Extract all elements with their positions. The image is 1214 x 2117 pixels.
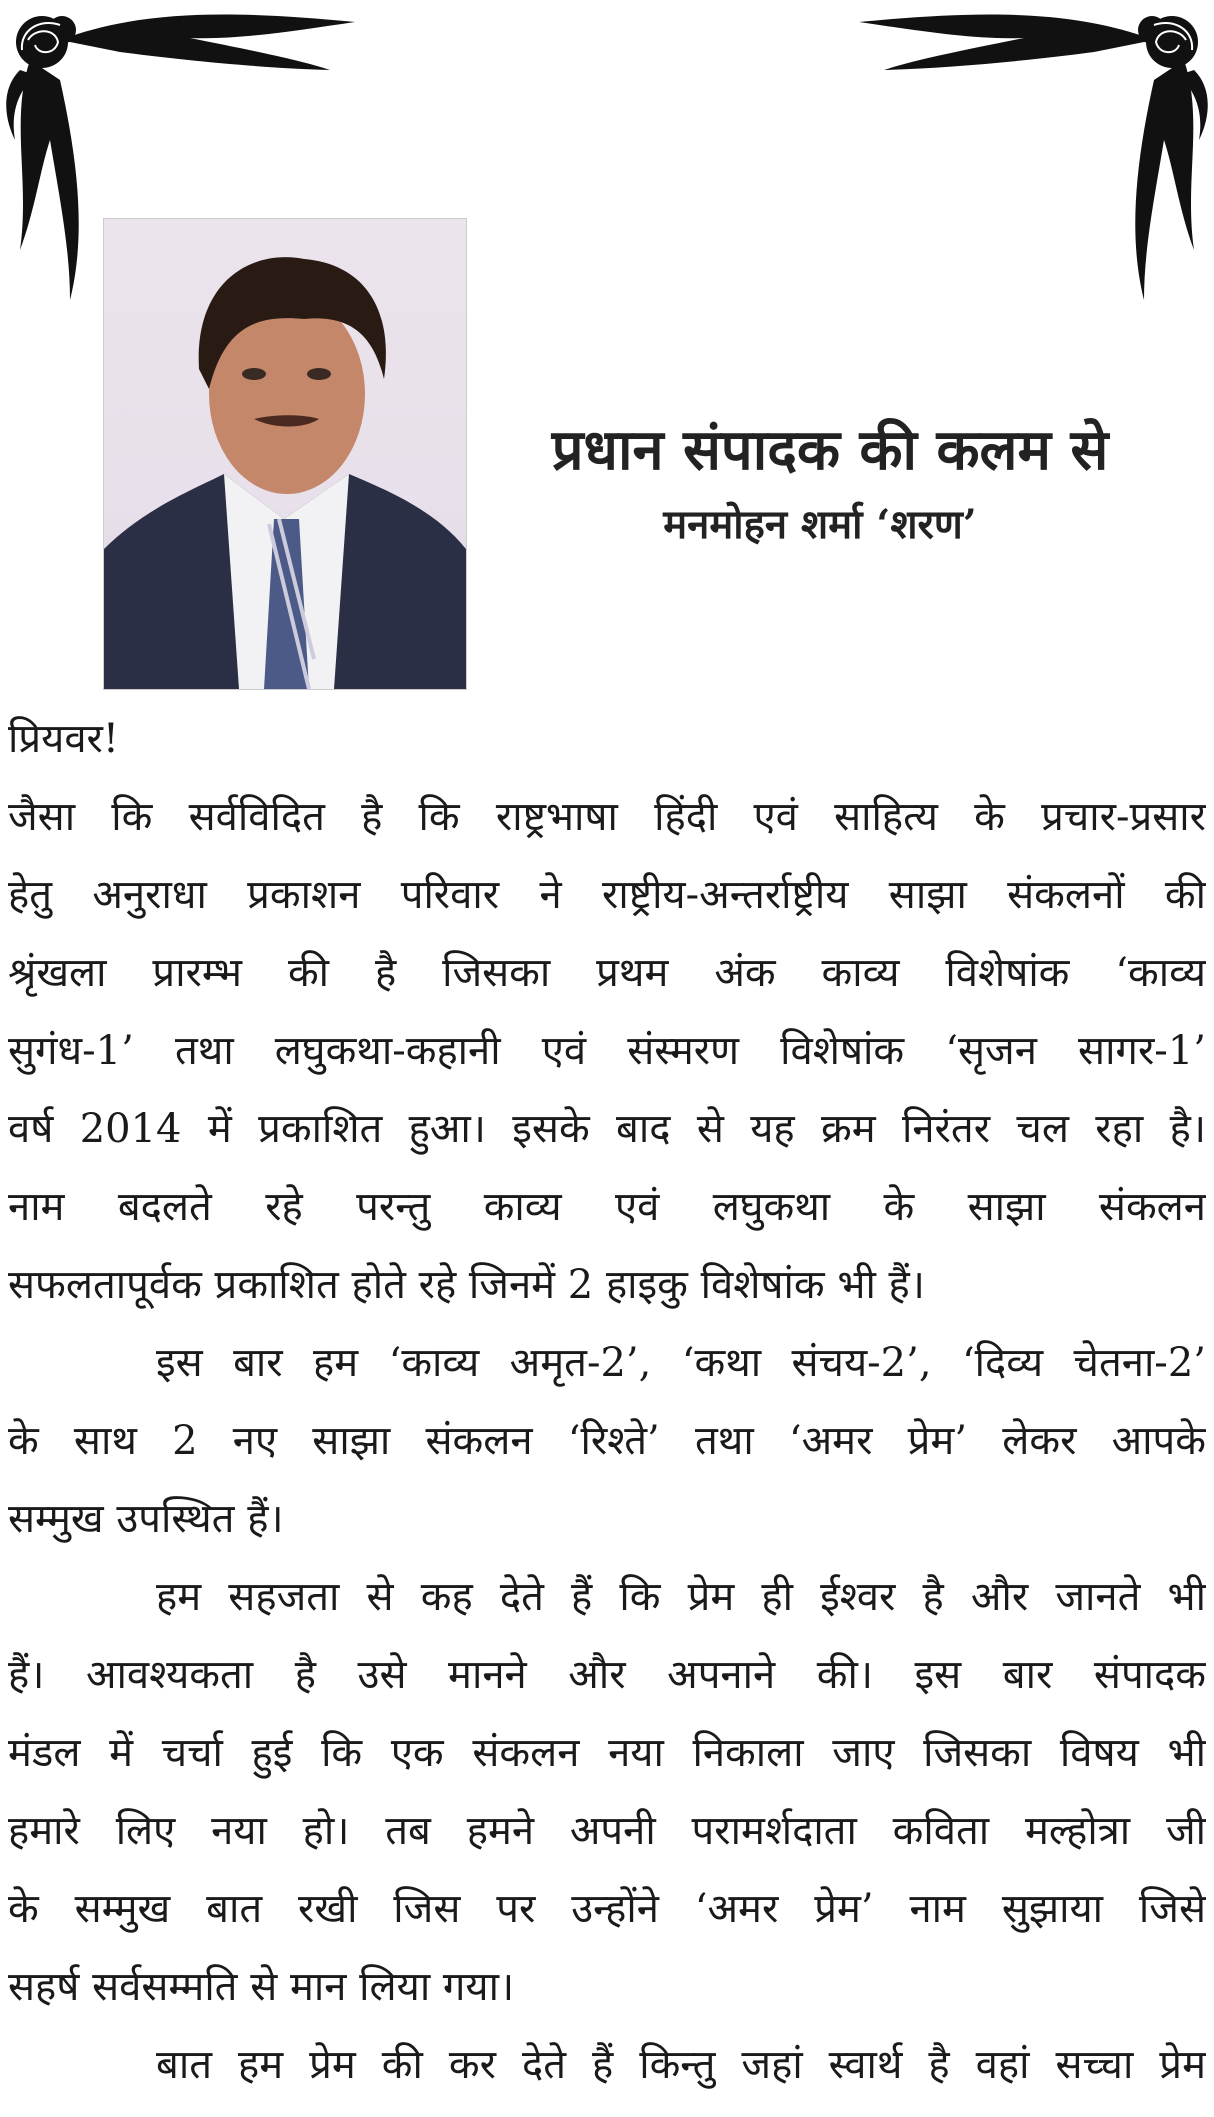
paragraph-line: जैसा कि सर्वविदित है कि राष्ट्रभाषा हिंदी एवं साहित्य के प्रचार-प्रसार <box>8 794 1206 840</box>
paragraph-line: सहर्ष सर्वसम्मति से मान लिया गया। <box>8 1964 515 2010</box>
paragraph-line: नाम बदलते रहे परन्तु काव्य एवं लघुकथा के साझा संकलन <box>8 1184 1206 1230</box>
paragraph-line: हैं। आवश्यकता है उसे मानने और अपनाने की। इस बार संपादक <box>8 1652 1206 1698</box>
page-title: प्रधान संपादक की कलम से <box>551 417 1109 483</box>
paragraph-line: सम्मुख उपस्थित हैं। <box>8 1496 284 1542</box>
editor-portrait-photo <box>103 218 467 690</box>
paragraph-line: सुगंध-1’ तथा लघुकथा-कहानी एवं संस्मरण विशेषांक ‘सृजन सागर-1’ <box>8 1028 1206 1074</box>
paragraph-line: हेतु अनुराधा प्रकाशन परिवार ने राष्ट्रीय-अन्तर्राष्ट्रीय साझा संकलनों की <box>8 872 1206 918</box>
paragraph-line: इस बार हम ‘काव्य अमृत-2’, ‘कथा संचय-2’, ‘दिव्य चेतना-2’ <box>156 1340 1206 1386</box>
paragraph-line: के सम्मुख बात रखी जिस पर उन्होंने ‘अमर प्रेम’ नाम सुझाया जिसे <box>8 1886 1206 1932</box>
paragraph-line: सफलतापूर्वक प्रकाशित होते रहे जिनमें 2 हाइकु विशेषांक भी हैं। <box>8 1262 925 1308</box>
paragraph-line: श्रृंखला प्रारम्भ की है जिसका प्रथम अंक काव्य विशेषांक ‘काव्य <box>8 950 1206 996</box>
paragraph-line: मंडल में चर्चा हुई कि एक संकलन नया निकाला जाए जिसका विषय भी <box>8 1730 1206 1776</box>
paragraph-line: हम सहजता से कह देते हैं कि प्रेम ही ईश्वर है और जानते भी <box>156 1574 1206 1620</box>
rose-ribbon-ornament-right <box>854 0 1214 310</box>
paragraph-line: के साथ 2 नए साझा संकलन ‘रिश्ते’ तथा ‘अमर प्रेम’ लेकर आपके <box>8 1418 1206 1464</box>
salutation: प्रियवर! <box>8 716 119 762</box>
author-name: मनमोहन शर्मा ‘शरण’ <box>663 501 977 548</box>
paragraph-line: वर्ष 2014 में प्रकाशित हुआ। इसके बाद से यह क्रम निरंतर चल रहा है। <box>8 1106 1206 1152</box>
paragraph-line: बात हम प्रेम की कर देते हैं किन्तु जहां स्वार्थ है वहां सच्चा प्रेम <box>156 2042 1206 2088</box>
paragraph-line: हमारे लिए नया हो। तब हमने अपनी परामर्शदाता कविता मल्होत्रा जी <box>8 1808 1206 1854</box>
letter-body <box>8 700 1206 2104</box>
